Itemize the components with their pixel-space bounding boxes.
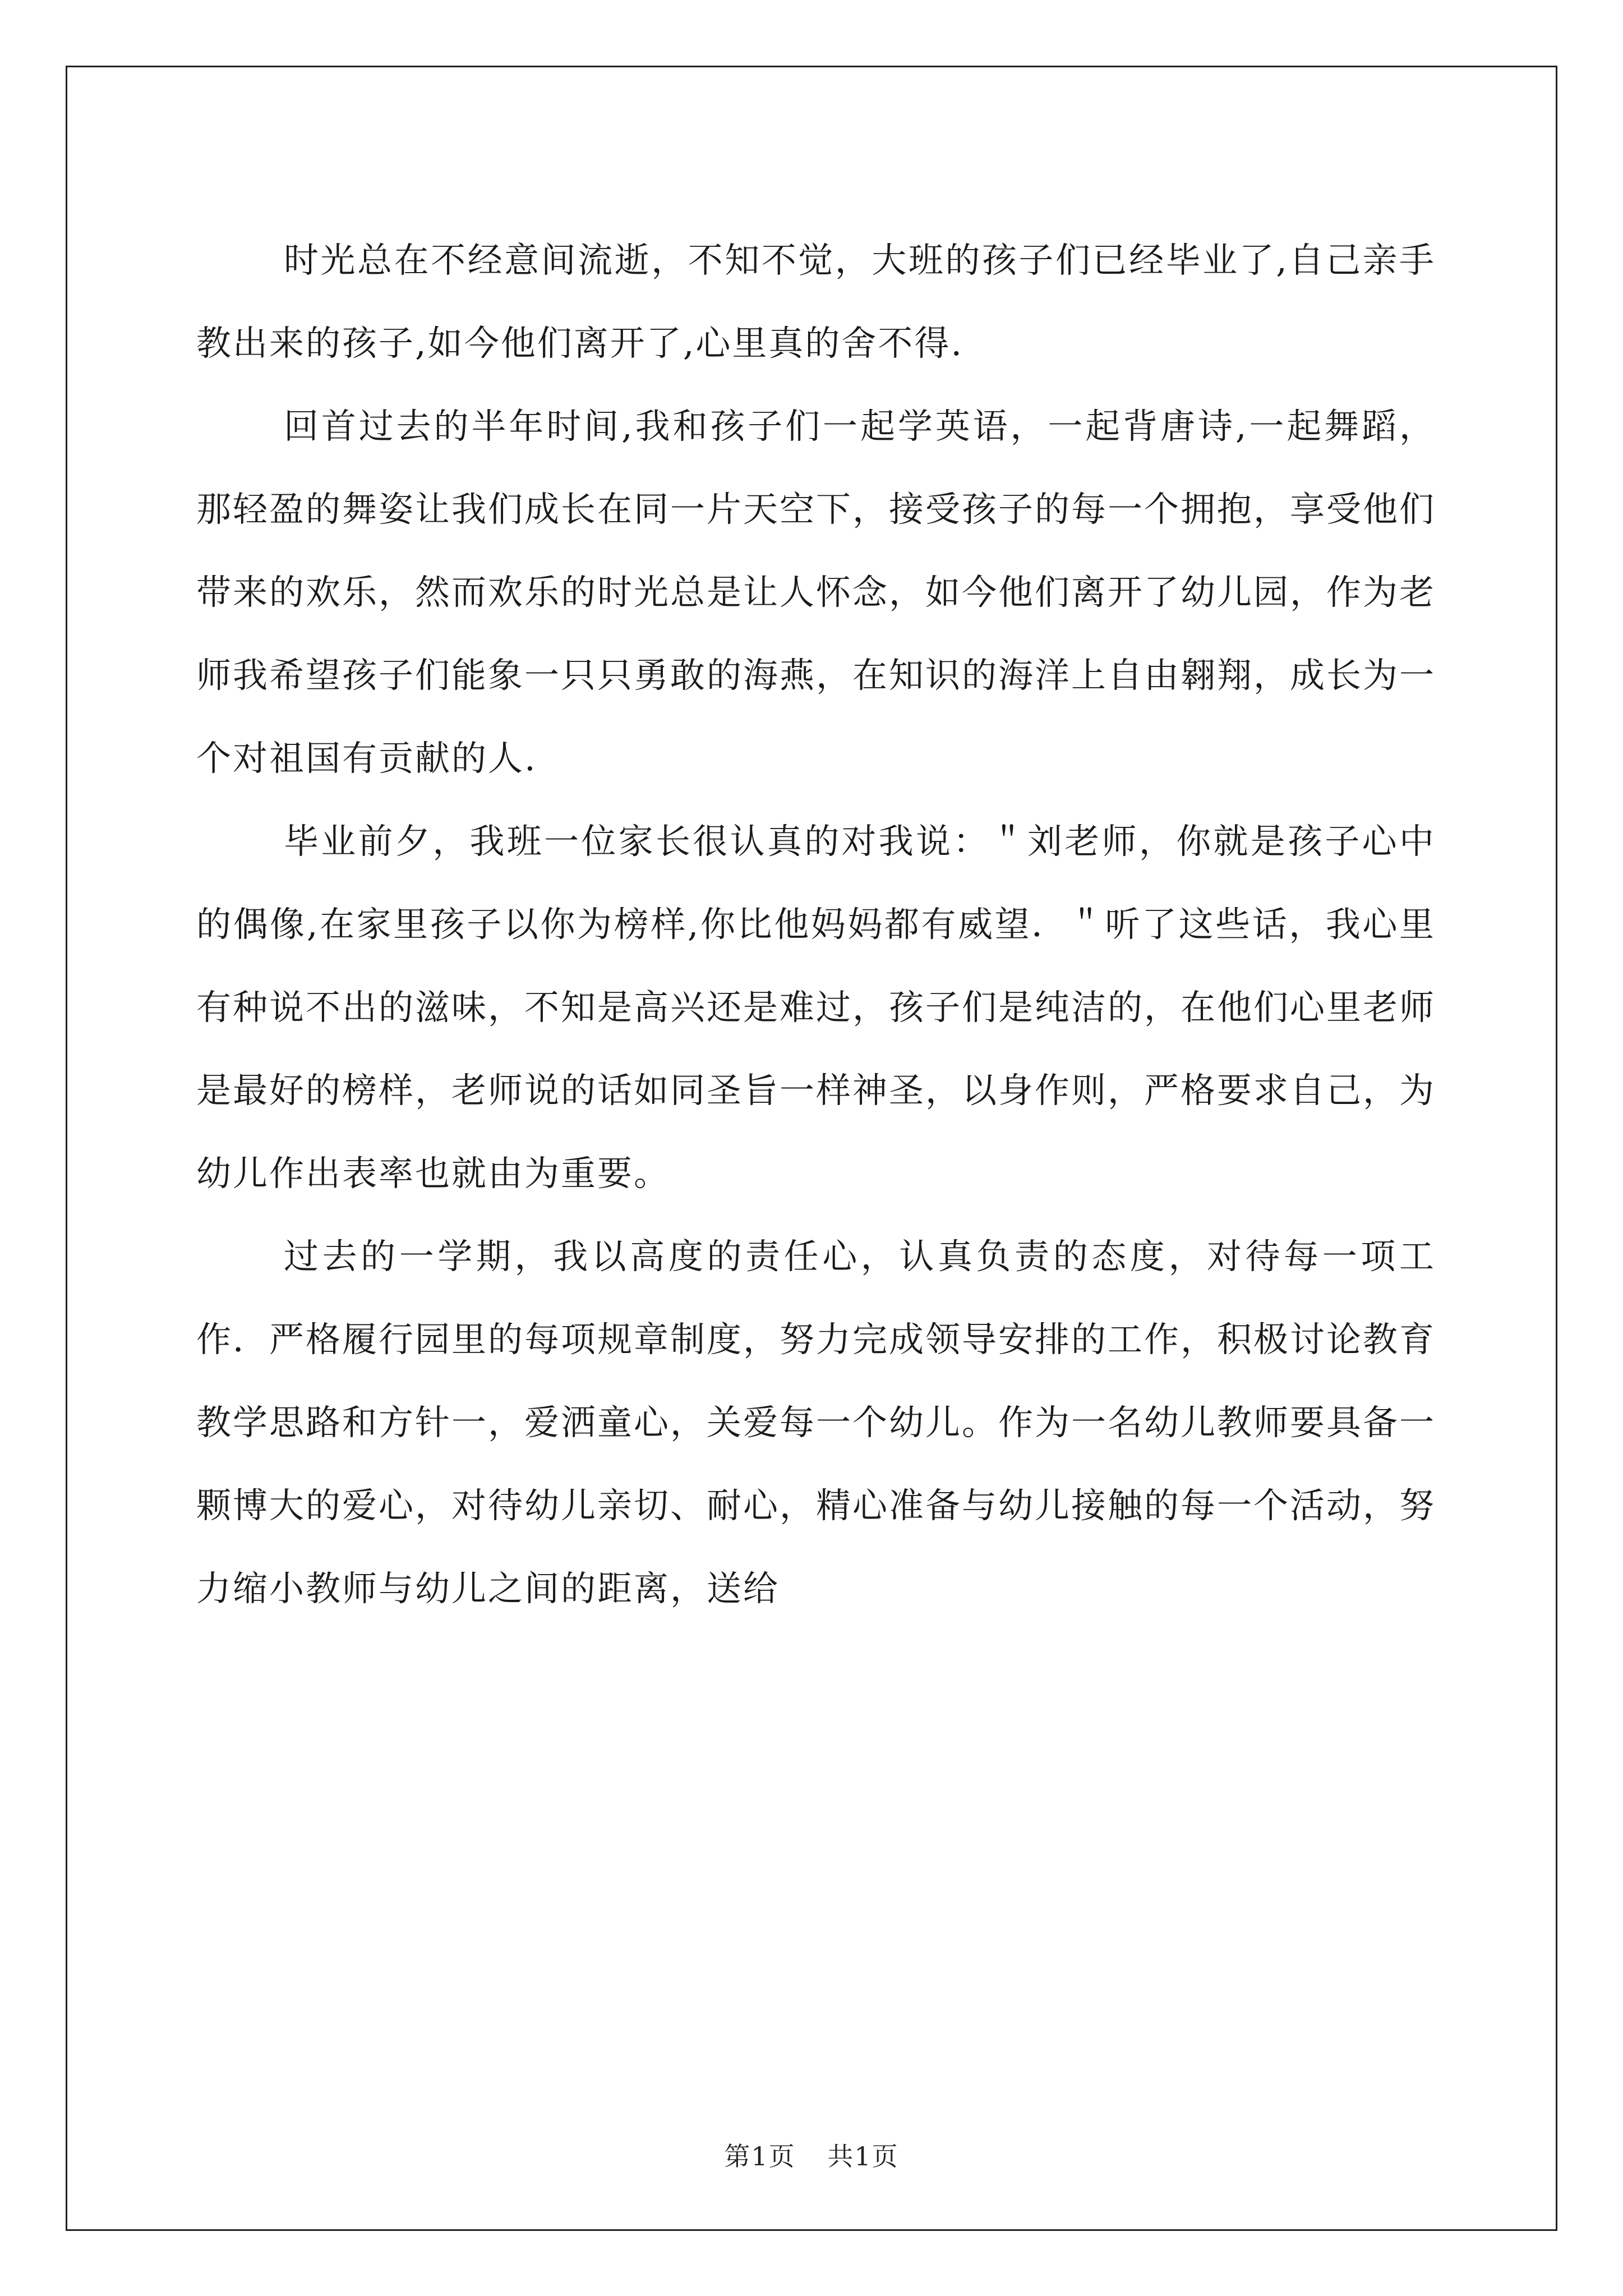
- document-body: [196, 219, 1436, 1630]
- paragraph-3: 毕业前夕，我班一位家长很认真的对我说：＂刘老师，你就是孩子心中的偶像,在家里孩子以你为榜样,你比他妈妈都有威望．＂听了这些话，我心里有种说不出的滋味，不知是高兴还是难过，孩子们是纯洁的，在他们心里老师是最好的榜样，老师说的话如同圣旨一样神圣，以身作则，严格要求自己，为幼儿作出表率也就由为重要。: [196, 821, 1436, 1194]
- paragraph-1: 时光总在不经意间流逝，不知不觉，大班的孩子们已经毕业了,自己亲手教出来的孩子,如今他们离开了,心里真的舍不得.: [196, 240, 1436, 364]
- total-pages: 共1页: [827, 2141, 899, 2171]
- paragraph-2: 回首过去的半年时间,我和孩子们一起学英语，一起背唐诗,一起舞蹈，那轻盈的舞姿让我们成长在同一片天空下，接受孩子的每一个拥抱，享受他们带来的欢乐，然而欢乐的时光总是让人怀念，如今他们离开了幼儿园，作为老师我希望孩子们能象一只只勇敢的海燕，在知识的海洋上自由翱翔，成长为一个对祖国有贡献的人.: [196, 406, 1436, 779]
- page-footer: [0, 2136, 1623, 2173]
- page-number: 第1页: [724, 2141, 796, 2171]
- paragraph-4: 过去的一学期，我以高度的责任心，认真负责的态度，对待每一项工作．严格履行园里的每项规章制度，努力完成领导安排的工作，积极讨论教育教学思路和方针一，爱洒童心，关爱每一个幼儿。作为一名幼儿教师要具备一颗博大的爱心，对待幼儿亲切、耐心，精心准备与幼儿接触的每一个活动，努力缩小教师与幼儿之间的距离，送给: [196, 1236, 1436, 1609]
